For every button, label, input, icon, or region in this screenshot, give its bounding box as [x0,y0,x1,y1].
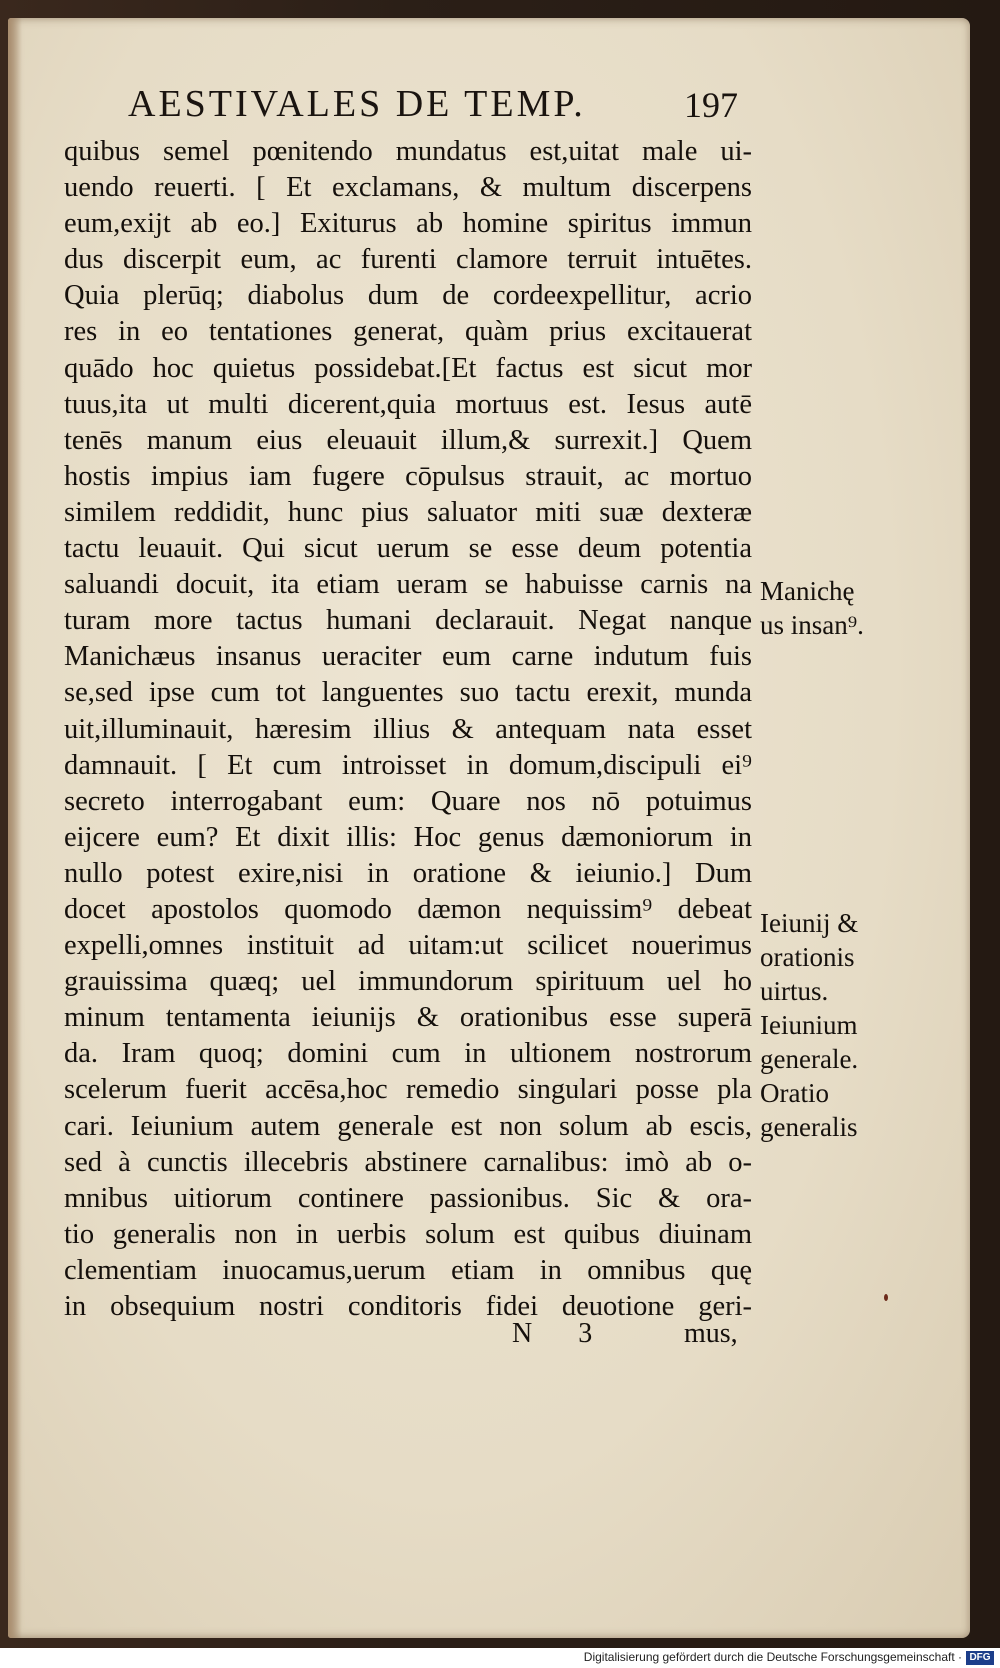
text-line: se,sed ipse cum tot languentes suo tactu erexit, munda [64,677,752,709]
signature-mark [512,1318,592,1350]
text-line: in obsequium nostri conditoris fidei deuotione geri- [64,1291,752,1322]
margin-note-line: generalis [760,1112,858,1142]
ink-speck [884,1294,888,1301]
text-line: quādo hoc quietus possidebat.[Et factus est sicut mor [64,352,752,384]
page-gutter-shadow [8,18,22,1638]
text-line: dus discerpit eum, ac furenti clamore terruit intuētes. [64,244,752,276]
text-line: tuus,ita ut multi dicerent,quia mortuus est. Iesus autē [64,388,752,420]
signature-number: 3 [578,1318,593,1349]
margin-note-line: orationis [760,942,855,972]
text-line: uit,illuminauit, hæresim illius & antequam nata esset [64,713,752,745]
text-line: docet apostolos quomodo dæmon nequissim⁹ debeat [64,893,752,925]
text-line: cari. Ieiunium autem generale est non solum ab escis, [64,1110,752,1142]
text-line: secreto interrogabant eum: Quare nos nō potuimus [64,785,752,817]
signature-letter: N [512,1318,533,1349]
margin-note-line: us insan⁹. [760,610,864,640]
text-line: hostis impius iam fugere cōpulsus strauit, ac mortuo [64,460,752,492]
catchword: mus, [684,1318,738,1349]
text-line: quibus semel pœnitendo mundatus est,uitat male ui- [64,136,752,167]
text-line: similem reddidit, hunc pius saluator miti suæ dexteræ [64,496,752,528]
text-line: mnibus uitiorum continere passionibus. Sic & ora- [64,1182,752,1214]
margin-note-manichaeus [760,574,864,642]
text-line: scelerum fuerit accēsa,hoc remedio singulari posse pla [64,1074,752,1106]
text-line: tenēs manum eius eleuauit illum,& surrexit.] Quem [64,424,752,456]
text-line: Manichæus insanus ueraciter eum carne indutum fuis [64,641,752,673]
page-header [128,82,738,132]
text-line: sed à cunctis illecebris abstinere carnalibus: imò ab o- [64,1146,752,1178]
margin-note-line: Ieiunij & [760,908,859,938]
text-line: eum,exijt ab eo.] Exiturus ab homine spiritus immun [64,208,752,240]
margin-note-ieiunium [760,906,858,1144]
text-line: clementiam inuocamus,uerum etiam in omnibus quę [64,1254,752,1286]
dfg-logo: DFG [966,1651,994,1665]
text-line: tio generalis non in uerbis solum est quibus diuinam [64,1218,752,1250]
text-line: res in eo tentationes generat, quàm prius excitauerat [64,316,752,348]
text-line: damnauit. [ Et cum introisset in domum,discipuli ei⁹ [64,749,752,781]
margin-note-line: Oratio [760,1078,829,1108]
running-head: AESTIVALES DE TEMP. [128,83,586,125]
margin-note-line: Manichę [760,576,855,606]
text-line: minum tentamenta ieiunijs & orationibus esse superā [64,1002,752,1034]
margin-note-line: Ieiunium [760,1010,858,1040]
text-line: grauissima quæq; uel immundorum spirituum uel ho [64,966,752,998]
text-line: da. Iram quoq; domini cum in ultionem nostrorum [64,1038,752,1070]
text-line: tactu leuauit. Qui sicut uerum se esse deum potentia [64,533,752,565]
main-text-block [64,134,752,1325]
text-line: expelli,omnes instituit ad uitam:ut scilicet nouerimus [64,930,752,962]
margin-note-line: generale. [760,1044,859,1074]
text-line: nullo potest exire,nisi in oratione & ieiunio.] Dum [64,857,752,889]
text-line: saluandi docuit, ita etiam ueram se habuisse carnis na [64,569,752,601]
text-line: eijcere eum? Et dixit illis: Hoc genus dæmoniorum in [64,821,752,853]
digitization-credit: Digitalisierung gefördert durch die Deutsche Forschungsgemeinschaft · [583,1650,962,1664]
text-line: Quia plerūq; diabolus dum de cordeexpellitur, acrio [64,280,752,312]
folio-number: 197 [684,85,738,125]
text-line: uendo reuerti. [ Et exclamans, & multum discerpens [64,172,752,204]
margin-note-line: uirtus. [760,976,829,1006]
text-line: turam more tactus humani declarauit. Negat nanque [64,605,752,637]
